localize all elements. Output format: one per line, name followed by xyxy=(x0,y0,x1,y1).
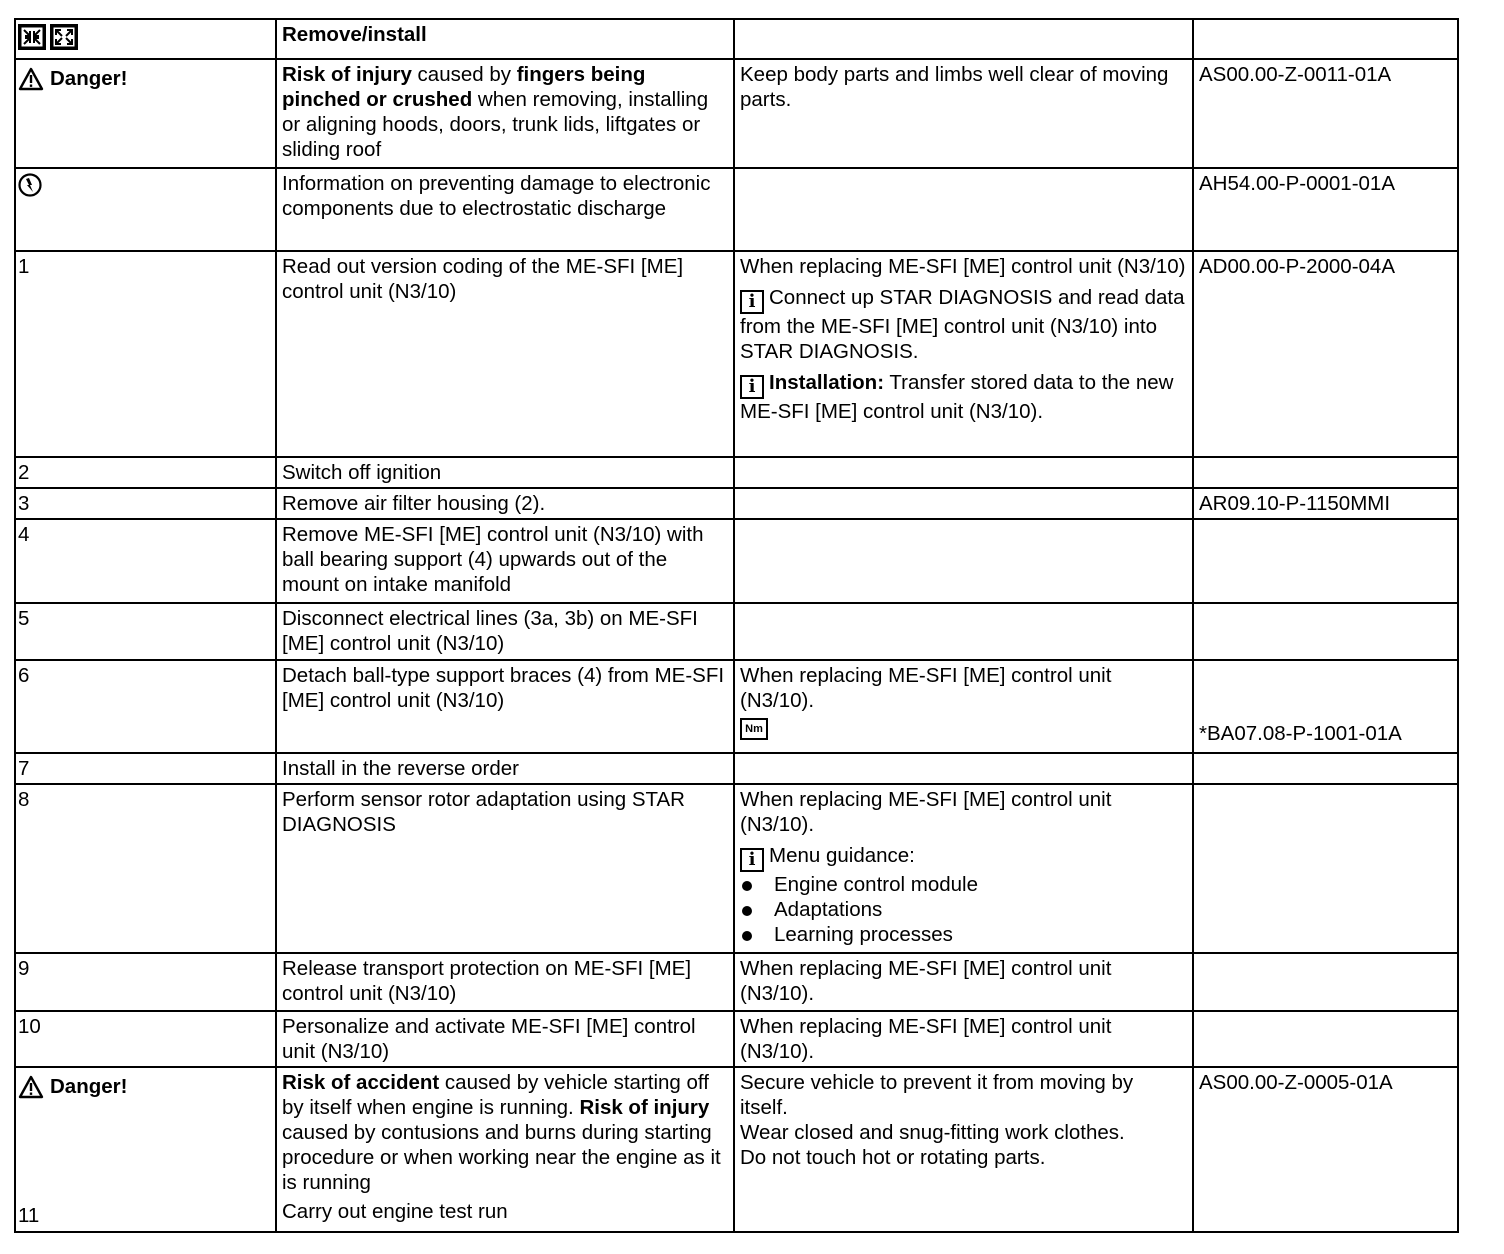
step-text: Install in the reverse order xyxy=(276,753,734,784)
step-number: 3 xyxy=(15,488,276,519)
step-number: 5 xyxy=(15,603,276,660)
warning-triangle-icon xyxy=(18,1075,44,1099)
danger-row-1 xyxy=(15,59,1458,168)
step-text: Carry out engine test run xyxy=(282,1200,508,1223)
step-row xyxy=(15,251,1458,457)
danger-text-2: Risk of accident caused by vehicle starting off by itself when engine is running. Risk of injury caused by contusions and burns during starting procedure or when working near the engine as it is running Carry out engine test run xyxy=(276,1067,734,1232)
step-row xyxy=(15,488,1458,519)
step-note: When replacing ME-SFI [ME] control unit (N3/10). xyxy=(734,1011,1193,1067)
danger-ref-2: AS00.00-Z-0005-01A xyxy=(1193,1067,1458,1232)
step-row xyxy=(15,519,1458,603)
step-text: Release transport protection on ME-SFI [ME] control unit (N3/10) xyxy=(276,953,734,1011)
step-text: Perform sensor rotor adaptation using STAR DIAGNOSIS xyxy=(276,784,734,953)
step-number: 11 xyxy=(18,1204,40,1227)
step-text: Switch off ignition xyxy=(276,457,734,488)
step-row xyxy=(15,457,1458,488)
danger-label: Danger! xyxy=(18,1074,127,1099)
step-number: 2 xyxy=(15,457,276,488)
info-icon: i xyxy=(740,290,764,314)
header-row xyxy=(15,19,1458,59)
step-row xyxy=(15,784,1458,953)
procedure-table xyxy=(14,18,1459,1233)
step-ref: *BA07.08-P-1001-01A xyxy=(1193,660,1458,753)
step-text: Personalize and activate ME-SFI [ME] control unit (N3/10) xyxy=(276,1011,734,1067)
step-number: 4 xyxy=(15,519,276,603)
step-note: When replacing ME-SFI [ME] control unit (N3/10). Nm xyxy=(734,660,1193,753)
step-number: 7 xyxy=(15,753,276,784)
danger-ref-1: AS00.00-Z-0011-01A xyxy=(1193,59,1458,168)
step-row xyxy=(15,603,1458,660)
step-row xyxy=(15,1011,1458,1067)
step-note: When replacing ME-SFI [ME] control unit (N3/10). xyxy=(734,953,1193,1011)
step-number: 6 xyxy=(15,660,276,753)
esd-ref: AH54.00-P-0001-01A xyxy=(1193,168,1458,251)
step-number: 10 xyxy=(15,1011,276,1067)
install-icon xyxy=(50,24,78,50)
step-note: When replacing ME-SFI [ME] control unit (N3/10). i Menu guidance: Engine control module Adaptations Learning processes xyxy=(734,784,1193,953)
remove-icon xyxy=(18,24,46,50)
esd-row xyxy=(15,168,1458,251)
danger-row-2 xyxy=(15,1067,1458,1232)
step-number: 8 xyxy=(15,784,276,953)
header-title-cell xyxy=(276,19,734,59)
step-row xyxy=(15,753,1458,784)
step-text: Read out version coding of the ME-SFI [ME] control unit (N3/10) xyxy=(276,251,734,457)
step-number: 9 xyxy=(15,953,276,1011)
info-icon: i xyxy=(740,375,764,399)
esd-icon xyxy=(18,173,42,197)
list-item: Engine control module xyxy=(740,872,1186,897)
page-title: Remove/install xyxy=(282,23,427,46)
list-item: Adaptations xyxy=(740,897,1186,922)
danger-note-2: Secure vehicle to prevent it from moving by itself. Wear closed and snug-fitting work clothes. Do not touch hot or rotating parts. xyxy=(734,1067,1193,1232)
danger-label: Danger! xyxy=(18,66,127,91)
danger-note-1: Keep body parts and limbs well clear of moving parts. xyxy=(734,59,1193,168)
step-ref: AD00.00-P-2000-04A xyxy=(1193,251,1458,457)
step-text: Detach ball-type support braces (4) from ME-SFI [ME] control unit (N3/10) xyxy=(276,660,734,753)
step-text: Disconnect electrical lines (3a, 3b) on ME-SFI [ME] control unit (N3/10) xyxy=(276,603,734,660)
menu-guidance-list xyxy=(740,872,1186,947)
header-icons-cell xyxy=(15,19,276,59)
danger-text-1: Risk of injury caused by fingers being pinched or crushed when removing, installing or aligning hoods, doors, trunk lids, liftgates or sliding roof xyxy=(276,59,734,168)
step-text: Remove air filter housing (2). xyxy=(276,488,734,519)
torque-nm-icon: Nm xyxy=(740,718,768,740)
step-note: When replacing ME-SFI [ME] control unit (N3/10) i Connect up STAR DIAGNOSIS and read data from the ME-SFI [ME] control unit (N3/10) into STAR DIAGNOSIS. i Installation: Transfer stored data to the new ME-SFI [ME] control unit (N3/10). xyxy=(734,251,1193,457)
info-icon: i xyxy=(740,848,764,872)
list-item: Learning processes xyxy=(740,922,1186,947)
step-row xyxy=(15,953,1458,1011)
esd-text: Information on preventing damage to electronic components due to electrostatic discharge xyxy=(276,168,734,251)
step-text: Remove ME-SFI [ME] control unit (N3/10) with ball bearing support (4) upwards out of the mount on intake manifold xyxy=(276,519,734,603)
step-ref: AR09.10-P-1150MMI xyxy=(1193,488,1458,519)
warning-triangle-icon xyxy=(18,67,44,91)
step-row xyxy=(15,660,1458,753)
step-number: 1 xyxy=(15,251,276,457)
